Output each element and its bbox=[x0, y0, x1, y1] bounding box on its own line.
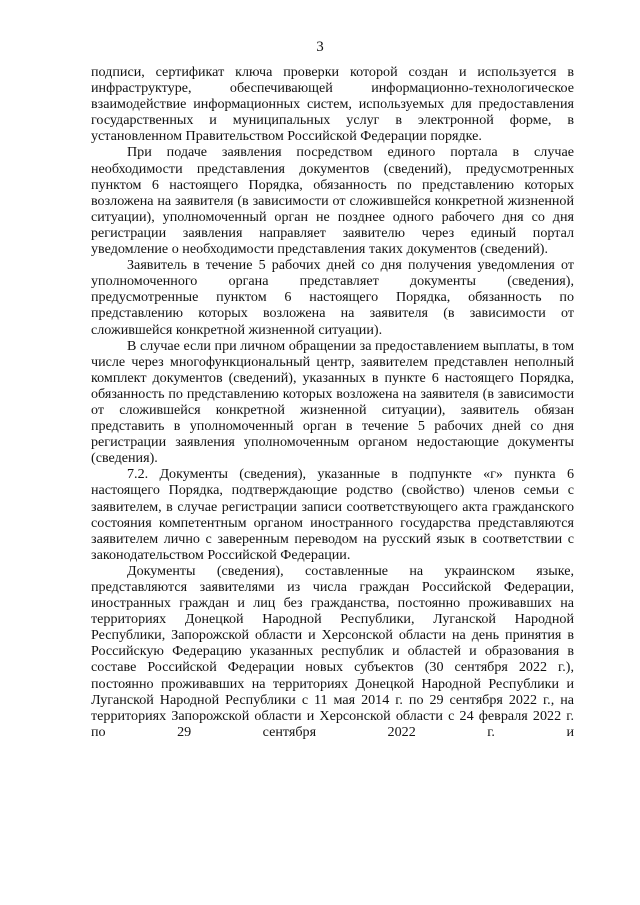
paragraph-applicant-deadline: Заявитель в течение 5 рабочих дней со дня получения уведомления от уполномоченного органа представляет документы (сведения), предусмотренные пунктом 6 настоящего Порядка, обязанность по представлению которых возложена на заявителя (в зависимости от сложившейся конкретной жизненной ситуации). bbox=[91, 257, 574, 338]
page-number: 3 bbox=[316, 39, 324, 55]
document-body bbox=[91, 64, 574, 740]
paragraph-personal-submission: В случае если при личном обращении за предоставлением выплаты, в том числе через многофункциональный центр, заявителем представлен неполный комплект документов (сведений), указанных в пункте 6 настоящего Порядка, обязанность по представлению которых возложена на заявителя (в зависимости от сложившейся конкретной жизненной ситуации), заявитель обязан представить в уполномоченный орган в течение 5 рабочих дней со дня регистрации заявления уполномоченным органом недостающие документы (сведения). bbox=[91, 337, 574, 467]
paragraph-portal-submission: При подаче заявления посредством единого портала в случае необходимости представления документов (сведений), предусмотренных пунктом 6 настоящего Порядка, обязанность по представлению которых возложена на заявителя (в зависимости от сложившейся конкретной жизненной ситуации), уполномоченный орган не позднее одного рабочего дня со дня регистрации заявления направляет заявителю через единый портал уведомление о необходимости представления таких документов (сведений). bbox=[91, 144, 574, 258]
paragraph-signature-certificate: подписи, сертификат ключа проверки которой создан и используется в инфраструктуре, обеспечивающей информационно-технологическое взаимодействие информационных систем, используемых для предоставления государственных и муниципальных услуг в электронной форме, в установленном Правительством Российской Федерации порядке. bbox=[91, 64, 574, 145]
paragraph-ukrainian-documents: Документы (сведения), составленные на украинском языке, представляются заявителями из числа граждан Российской Федерации, иностранных граждан и лиц без гражданства, постоянно проживавших на территориях Донецкой Народной Республики, Луганской Народной Республики, Запорожской области и Херсонской области на день принятия в Российскую Федерацию указанных республик и областей и образования в составе Российской Федерации новых субъектов (30 сентября 2022 г.), постоянно проживавших на территориях Донецкой Народной Республики и Луганской Народной Республики с 11 мая 2014 г. по 29 сентября 2022 г., на территориях Запорожской области и Херсонской области с 24 февраля 2022 г. по 29 сентября 2022 г. и bbox=[91, 562, 574, 740]
paragraph-7-2-documents: 7.2. Документы (сведения), указанные в подпункте «г» пункта 6 настоящего Порядка, подтверждающие родство (свойство) членов семьи с заявителем, в случае регистрации записи соответствующего акта гражданского состояния компетентным органом иностранного государства представляются заявителем лично с заверенным переводом на русский язык в соответствии с законодательством Российской Федерации. bbox=[91, 466, 574, 563]
